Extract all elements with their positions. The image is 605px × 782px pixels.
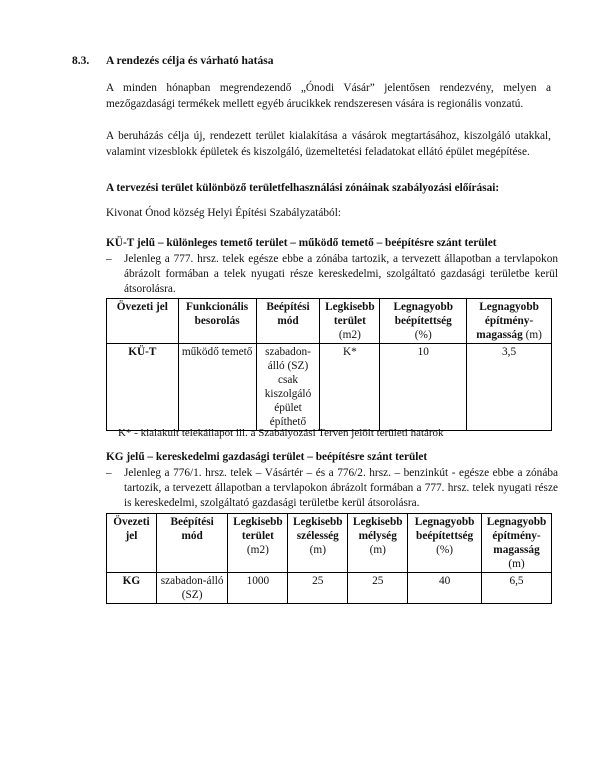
bullet-dash: – [106,253,112,265]
table-header-row [107,514,552,573]
table-header: Beépítési mód [156,514,228,573]
zones-heading: A tervezési terület különböző területfelhasználási zónáinak szabályozási előírásai: [106,182,500,194]
kut-heading: KÜ-T jelű – különleges temető terület – működő temető – beépítésre szánt terület [106,237,497,249]
table-cell: 25 [348,573,408,604]
table-header: Legkisebb mélység (m) [348,514,408,573]
table-cell: KG [107,573,157,604]
table-header-row [107,299,552,344]
table-cell: szabadon-álló (SZ) csak kiszolgáló épület építhető [256,344,320,431]
table-row [107,344,552,431]
paragraph-2: A beruházás célja új, rendezett terület kialakítása a vásárok megtartásához, kiszolgáló utakkal, valamint vizesblokk épületek és kiszolgáló, üzemeltetési feladatokat ellátó épület megépítése. [106,130,551,158]
table-header: Legkisebb terület (m2) [320,299,380,344]
table-header: Legnagyobb beépítettség (%) [408,514,482,573]
table-cell: 40 [408,573,482,604]
extract-line: Kivonat Ónod község Helyi Építési Szabályzatából: [106,207,341,219]
table-cell: 25 [288,573,348,604]
kg-table [106,513,552,604]
section-number: 8.3. [72,55,90,67]
table-header: Funkcionális besorolás [178,299,256,344]
kut-note: K* - kialakult telekállapot ill. a Szabályozási Terven jelölt területi határok [118,427,444,439]
table-header: Legnagyobb építmény-magasság (m) [467,299,552,344]
table-header: Legkisebb szélesség (m) [288,514,348,573]
kg-bullet [106,466,558,511]
table-cell: 3,5 [467,344,552,431]
kut-table [106,298,552,431]
table-header: Legnagyobb beépítettség (%) [380,299,467,344]
table-header: Övezeti jel [107,299,179,344]
table-header: Beépítési mód [256,299,320,344]
table-header: Övezeti jel [107,514,157,573]
table-cell: működő temető [178,344,256,431]
table-header: Legkisebb terület (m2) [228,514,288,573]
kut-bullet-text: Jelenleg a 777. hrsz. telek egésze ebbe a zónába tartozik, a tervezett állapotban a tervlapokon ábrázolt formában a telek nyugati része kereskedelmi, szolgáltató gazdasági területbe kerül átsorolásra. [124,253,558,295]
table-cell: 1000 [228,573,288,604]
table-cell: K* [320,344,380,431]
table-cell: KÜ-T [107,344,179,431]
table-row [107,573,552,604]
table-header: Legnagyobb építmény-magasság (m) [482,514,552,573]
bullet-dash: – [106,467,112,479]
section-title: A rendezés célja és várható hatása [106,55,274,67]
table-cell: 6,5 [482,573,552,604]
kg-bullet-text: Jelenleg a 776/1. hrsz. telek – Vásártér – és a 776/2. hrsz. – benzinkút - egésze ebbe a zónába tartozik, a tervezett állapotban a tervlapokon ábrázolt formában a 777. hrsz. telek nyugati része is kereskedelmi, szolgáltató gazdasági területbe kerül átsorolásra. [124,467,558,509]
kg-heading: KG jelű – kereskedelmi gazdasági terület – beépítésre szánt terület [106,451,428,463]
table-cell: 10 [380,344,467,431]
table-cell: szabadon-álló (SZ) [156,573,228,604]
paragraph-1: A minden hónapban megrendezendő „Ónodi Vásár” jelentősen rendezvény, melyen a mezőgazdasági termékek mellett egyéb árucikkek rendszeresen vására is regionális vonzatú. [106,82,551,110]
kut-bullet [106,252,558,297]
